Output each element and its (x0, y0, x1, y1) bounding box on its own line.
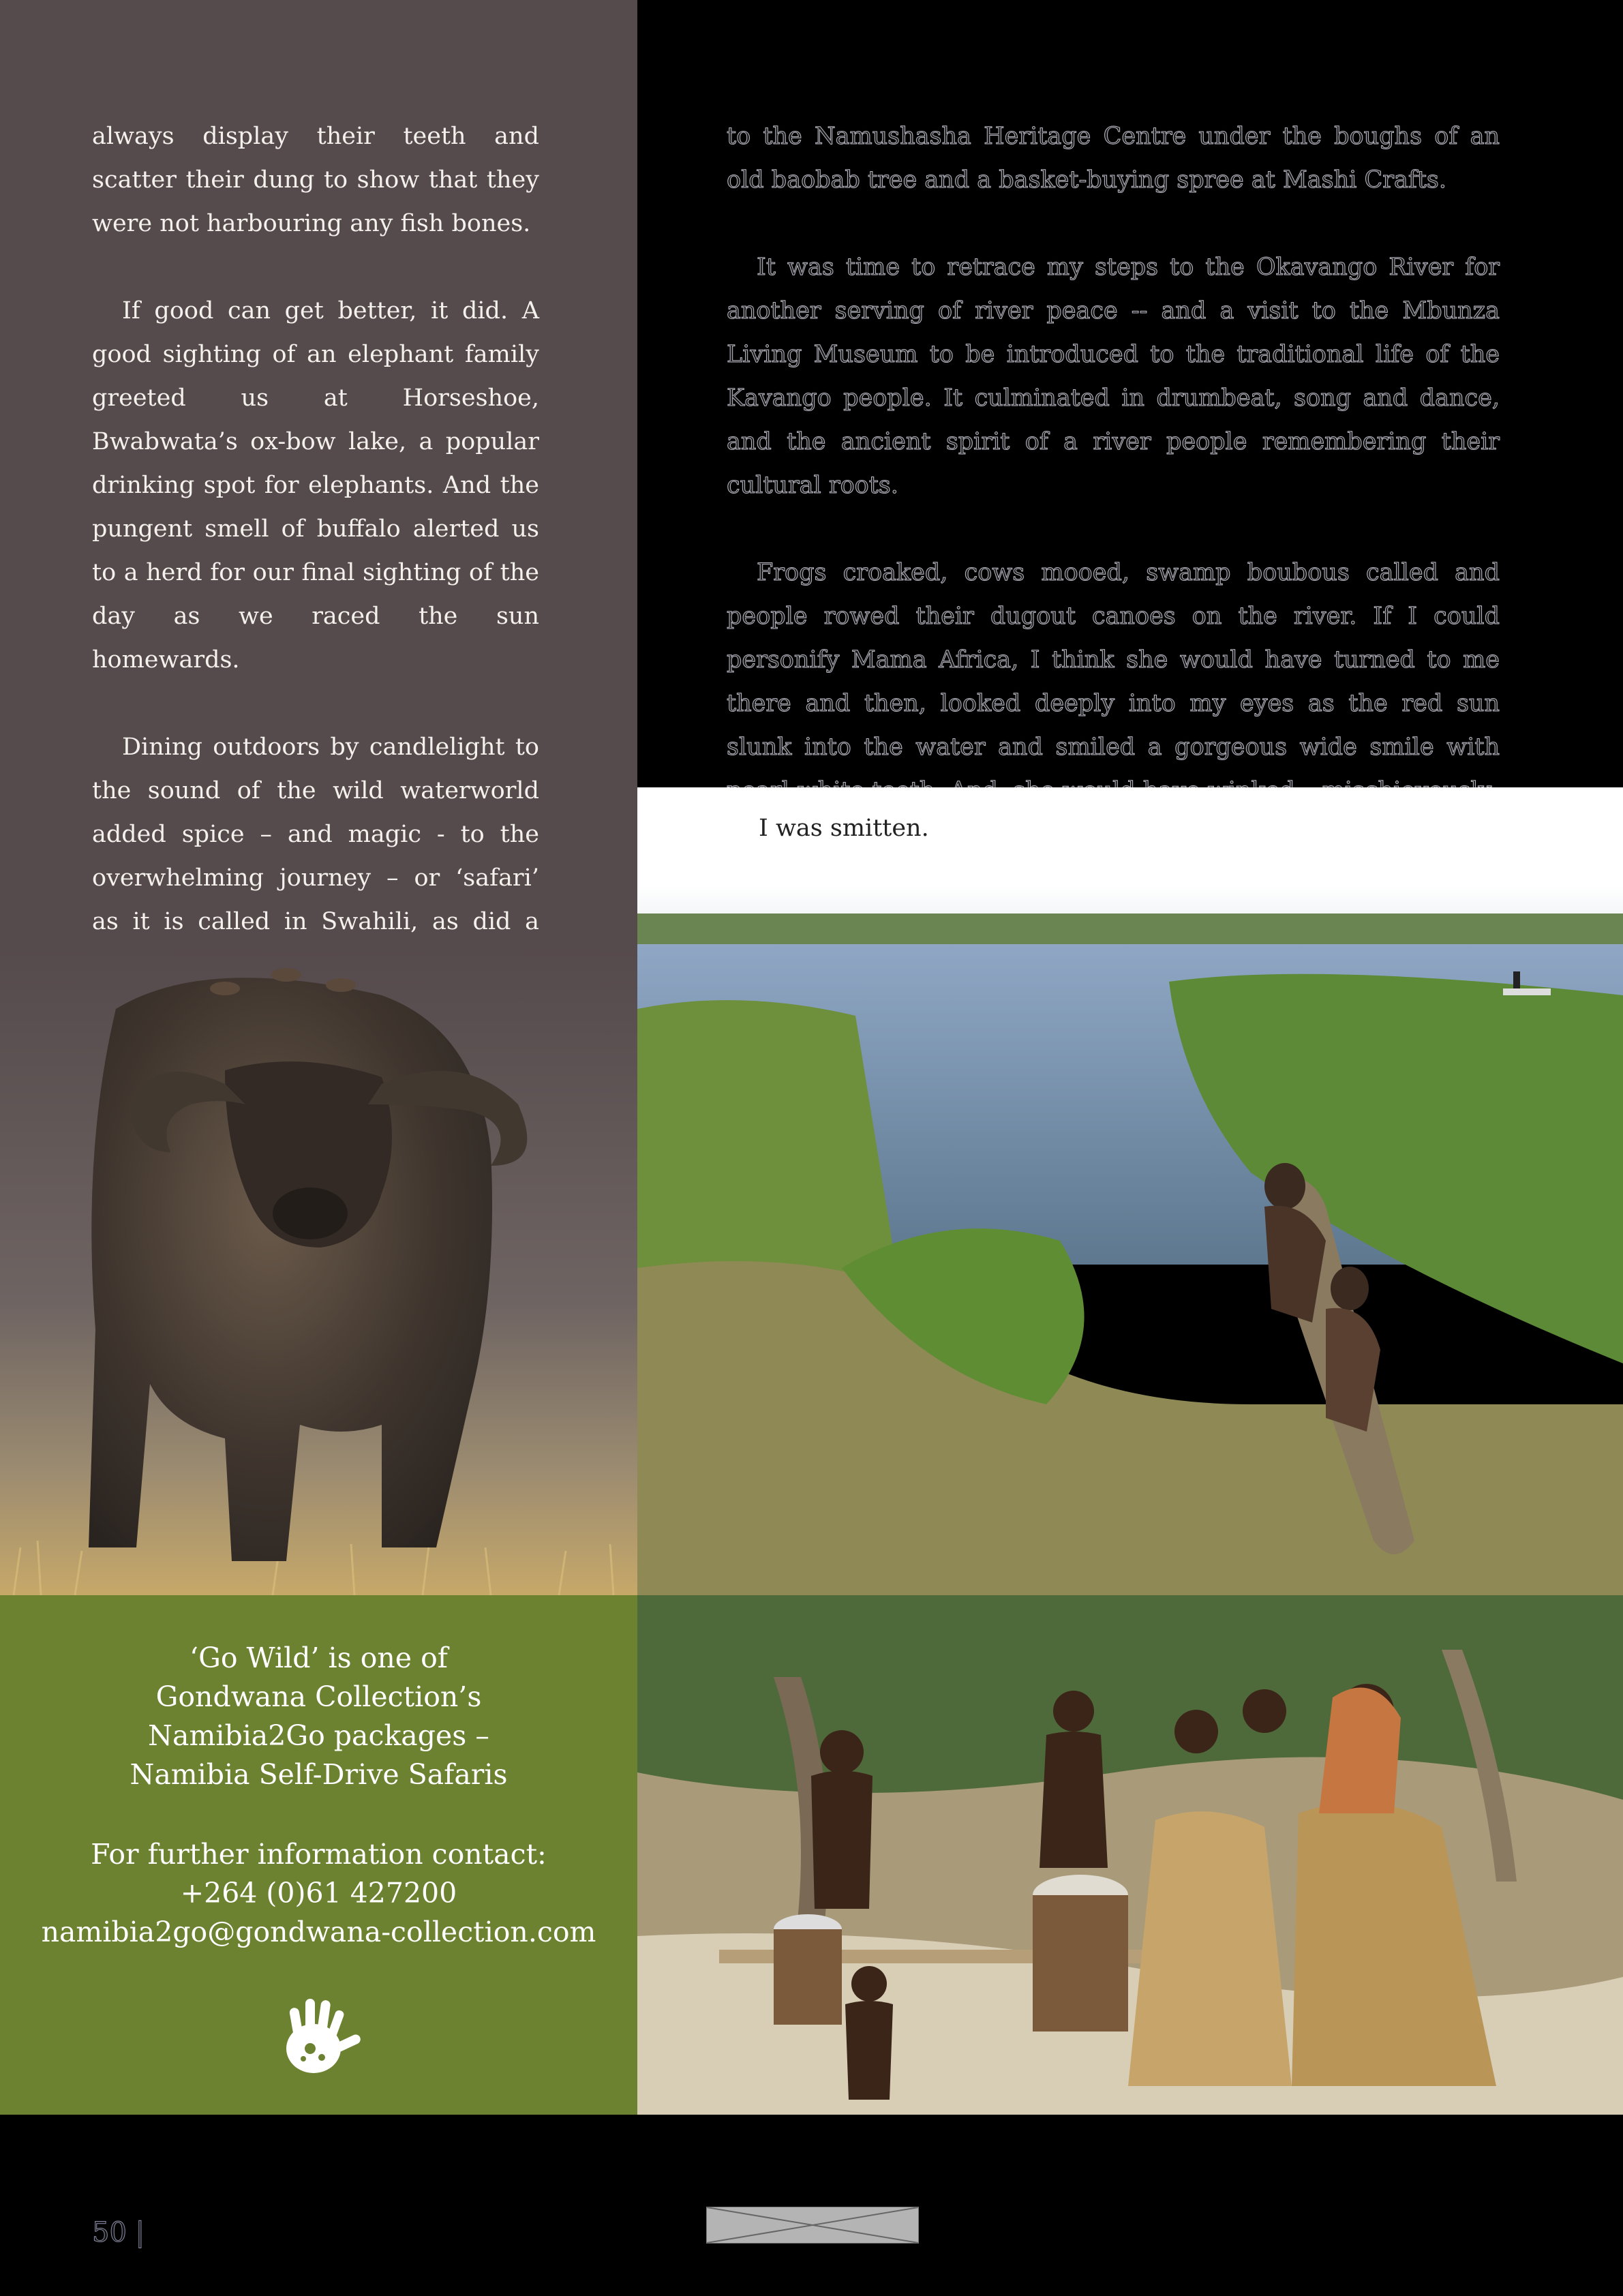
contact-email[interactable]: namibia2go@gondwana-collection.com (41, 1916, 596, 1948)
contact-phone[interactable]: +264 (0)61 427200 (180, 1877, 457, 1909)
dancers-photo (637, 1595, 1623, 2115)
package-line-1: ‘Go Wild’ is one of (189, 1642, 448, 1674)
handprint-logo-icon (273, 1991, 368, 2086)
right-paragraph-2: It was time to retrace my steps to the Okavango River for another serving of river peace -- and a visit to the Mbunza Living Museum to be introduced to the traditional life of the Kavango people. It culminated in drumbeat, song and dance, and the ancient spirit of a river people remembering their cultural roots. (727, 254, 1500, 499)
river-canoe-photo (637, 886, 1623, 1595)
package-line-3: Namibia2Go packages – (148, 1719, 489, 1752)
closing-line: I was smitten. (759, 815, 929, 842)
package-info (0, 1639, 637, 1794)
left-column-text (92, 115, 539, 1031)
left-paragraph-3: Dining outdoors by candlelight to the sound of the wild waterworld added spice – and magic - to the overwhelming journey – or ‘safari’ as it is called in Swahili, as did a (92, 734, 539, 935)
contact-info (0, 1835, 637, 1952)
right-column-text (727, 115, 1500, 813)
page-number: 50 | (92, 2217, 145, 2248)
info-box (0, 1595, 637, 2115)
right-paragraph-3: Frogs croaked, cows mooed, swamp boubous called and people rowed their dugout canoes on the river. If I could personify Mama Africa, I think she would have turned to me there and then, looked deeply into my eyes as the red sun slunk into the water and smiled a gorgeous wide smile with (727, 559, 1500, 761)
footer-placeholder-image (706, 2207, 919, 2244)
package-line-2: Gondwana Collection’s (155, 1680, 482, 1713)
left-paragraph-2: If good can get better, it did. A good sighting of an elephant family greeted us at Horseshoe, Bwabwata’s ox-bow lake, a popular drinking spot for elephants. And the pungent smell of buffalo alerted us to a herd for our final sighting of the day as we raced the sun homewards. (92, 297, 539, 674)
closing-band (637, 787, 1623, 896)
right-paragraph-1: to the Namushasha Heritage Centre under the boughs of an old baobab tree and a basket-buying spree at Mashi Crafts. (727, 123, 1500, 194)
buffalo-photo (0, 948, 637, 1595)
package-line-4: Namibia Self-Drive Safaris (130, 1758, 508, 1791)
left-paragraph-1: always display their teeth and scatter their dung to show that they were not harbouring any fish bones. (92, 123, 539, 237)
contact-heading: For further information contact: (91, 1838, 547, 1871)
